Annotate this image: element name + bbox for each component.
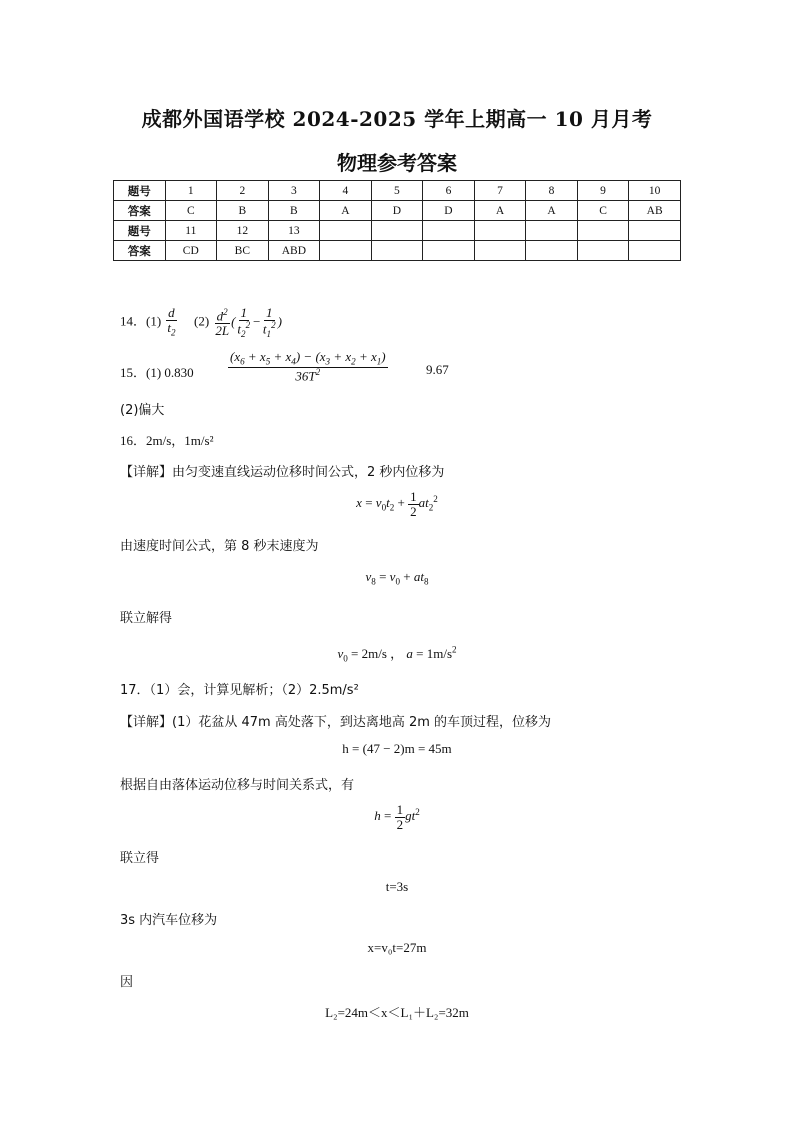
table-cell: [474, 241, 526, 261]
table-cell: C: [165, 201, 217, 221]
q16-eq2: $v_8 = v_0 + at_8$: [365, 569, 429, 587]
table-cell: C: [577, 201, 629, 221]
q16-eq1: $x = v_0t_2$ + $\frac{1}{2}$ $at_2^2$: [356, 489, 438, 519]
q17-detail5: 因: [120, 975, 134, 990]
table-cell: 6: [423, 181, 475, 201]
q14-ans2: $\frac{d^2}{2L}$ ( $\frac{1}{t_2^2}$ − $\frac{1}{t_1^2}$ ): [215, 305, 282, 339]
table-cell: AB: [629, 201, 681, 221]
table-cell: CD: [165, 241, 217, 261]
q17-detail3: 联立得: [120, 851, 160, 866]
q16-label: 16．2m/s，1m/s²: [120, 433, 214, 448]
q15-formula: $\frac{(x_6 + x_5 + x_4) - (x_3 + x_2 + x_1)}{36T^2}$: [230, 349, 386, 384]
row-header-cell: 题号: [114, 221, 166, 241]
table-cell: A: [474, 201, 526, 221]
table-cell: [629, 221, 681, 241]
table-cell: ABD: [268, 241, 320, 261]
table-cell: BC: [217, 241, 269, 261]
answer-row: [114, 201, 681, 221]
row-header-cell: 答案: [114, 201, 166, 221]
table-cell: 1: [165, 181, 217, 201]
answer-row: [114, 241, 681, 261]
row-header-cell: 答案: [114, 241, 166, 261]
table-cell: 4: [320, 181, 372, 201]
row-header-cell: 题号: [114, 181, 166, 201]
q14-label: 14．(1): [120, 313, 162, 329]
table-cell: [577, 241, 629, 261]
q17-detail4: 3s 内汽车位移为: [120, 913, 218, 928]
question-row: [114, 181, 681, 201]
q16-eq3: $v_0 = 2m/s$ ， $a = 1m/s^2$: [337, 644, 457, 664]
table-cell: [320, 221, 372, 241]
q17-eq5: L₂=24m＜x＜L₁＋L₂=32m: [325, 1005, 469, 1020]
q14-ans1: $\frac{d}{t_2}$: [167, 305, 176, 338]
q16-detail2: 由速度时间公式，第 8 秒末速度为: [120, 539, 319, 554]
table-cell: [423, 221, 475, 241]
question-row: [114, 221, 681, 241]
q14-line: [120, 306, 282, 339]
table-cell: 8: [526, 181, 578, 201]
q15-part2: (2)偏大: [120, 403, 165, 418]
q17-detail1: 【详解】(1）花盆从 47m 高处落下，到达离地高 2m 的车顶过程，位移为: [120, 715, 552, 730]
table-cell: [526, 241, 578, 261]
q16-detail3: 联立解得: [120, 611, 173, 626]
table-cell: B: [268, 201, 320, 221]
q17-eq4: x=v₀t=27m: [367, 940, 427, 955]
table-cell: [371, 241, 423, 261]
table-cell: [371, 221, 423, 241]
table-cell: [474, 221, 526, 241]
page-subtitle: 物理参考答案: [337, 151, 457, 175]
q15-answer: 9.67: [426, 362, 449, 377]
table-cell: [320, 241, 372, 261]
q17-eq1: h = (47 − 2)m = 45m: [342, 741, 452, 756]
table-cell: B: [217, 201, 269, 221]
table-cell: D: [371, 201, 423, 221]
q17-eq3: t=3s: [385, 879, 409, 894]
table-cell: A: [526, 201, 578, 221]
table-cell: 11: [165, 221, 217, 241]
table-cell: 12: [217, 221, 269, 241]
table-cell: 9: [577, 181, 629, 201]
table-cell: 2: [217, 181, 269, 201]
table-cell: [577, 221, 629, 241]
q17-detail2: 根据自由落体运动位移与时间关系式，有: [120, 778, 355, 793]
table-cell: 5: [371, 181, 423, 201]
table-cell: [629, 241, 681, 261]
q14-part2: (2): [194, 313, 210, 329]
table-cell: 3: [268, 181, 320, 201]
q15-label: 15．(1) 0.830: [120, 365, 194, 380]
q17-label: 17．（1）会，计算见解析；（2）2.5m/s²: [120, 683, 359, 698]
table-cell: [526, 221, 578, 241]
answer-table: [113, 180, 681, 261]
table-cell: 10: [629, 181, 681, 201]
table-cell: 13: [268, 221, 320, 241]
page-title: 成都外国语学校 2024-2025 学年上期高一 10 月月考: [141, 107, 653, 131]
table-cell: A: [320, 201, 372, 221]
q16-detail1: 【详解】由匀变速直线运动位移时间公式，2 秒内位移为: [120, 465, 445, 480]
table-cell: [423, 241, 475, 261]
q17-eq2: h = $\frac{1}{2}$ $gt^2$: [374, 802, 420, 832]
table-cell: D: [423, 201, 475, 221]
table-cell: 7: [474, 181, 526, 201]
